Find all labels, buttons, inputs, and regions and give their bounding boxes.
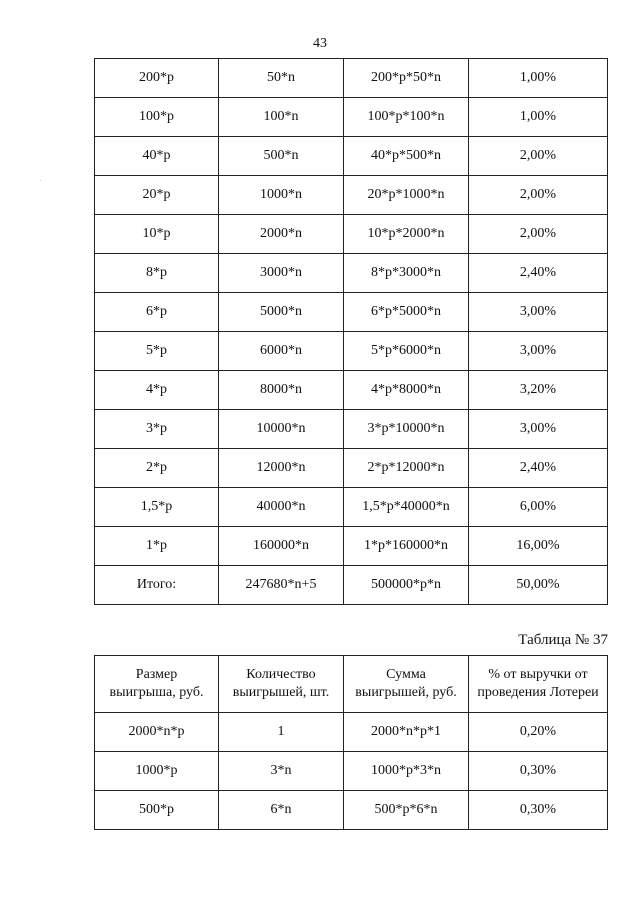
revenue-percent-cell: 3,00%	[469, 293, 608, 332]
header-line: Количество	[246, 667, 316, 682]
prize-sum-cell: 2*р*12000*n	[344, 449, 469, 488]
prize-size-cell: 200*р	[95, 59, 219, 98]
prize-sum-cell: 1,5*р*40000*n	[344, 488, 469, 527]
prize-sum-cell: 2000*n*р*1	[344, 713, 469, 752]
header-line: % от выручки от	[488, 667, 588, 682]
page-number: 43	[313, 36, 327, 51]
prize-sum-cell: 6*р*5000*n	[344, 293, 469, 332]
revenue-percent-cell: 2,00%	[469, 137, 608, 176]
revenue-percent-cell: 16,00%	[469, 527, 608, 566]
prize-size-cell: 3*р	[95, 410, 219, 449]
table-37	[94, 655, 608, 830]
revenue-percent-cell: 2,40%	[469, 254, 608, 293]
table-row	[95, 176, 608, 215]
prize-count-cell: 1	[219, 713, 344, 752]
header-prize-sum	[344, 656, 469, 713]
total-sum-cell: 500000*р*n	[344, 566, 469, 605]
header-line: Сумма	[386, 667, 426, 682]
revenue-percent-cell: 3,20%	[469, 371, 608, 410]
prize-count-cell: 12000*n	[219, 449, 344, 488]
prize-sum-cell: 3*р*10000*n	[344, 410, 469, 449]
prize-size-cell: 1*р	[95, 527, 219, 566]
prize-size-cell: 20*р	[95, 176, 219, 215]
revenue-percent-cell: 0,30%	[469, 791, 608, 830]
prize-count-cell: 160000*n	[219, 527, 344, 566]
table-row	[95, 59, 608, 98]
header-prize-size	[95, 656, 219, 713]
total-percent-cell: 50,00%	[469, 566, 608, 605]
prize-size-cell: 10*р	[95, 215, 219, 254]
prize-sum-cell: 40*р*500*n	[344, 137, 469, 176]
prize-count-cell: 1000*n	[219, 176, 344, 215]
total-row	[95, 566, 608, 605]
table-row	[95, 449, 608, 488]
revenue-percent-cell: 3,00%	[469, 410, 608, 449]
header-row	[95, 656, 608, 713]
table-row	[95, 713, 608, 752]
prize-count-cell: 5000*n	[219, 293, 344, 332]
prize-sum-cell: 5*р*6000*n	[344, 332, 469, 371]
prize-count-cell: 8000*n	[219, 371, 344, 410]
revenue-percent-cell: 1,00%	[469, 59, 608, 98]
table-row	[95, 332, 608, 371]
table-row	[95, 98, 608, 137]
revenue-percent-cell: 0,30%	[469, 752, 608, 791]
table-row	[95, 137, 608, 176]
header-revenue-percent	[469, 656, 608, 713]
revenue-percent-cell: 2,00%	[469, 215, 608, 254]
header-line: Размер	[135, 667, 178, 682]
prize-sum-cell: 200*р*50*n	[344, 59, 469, 98]
prize-sum-cell: 1000*р*3*n	[344, 752, 469, 791]
prize-count-cell: 3*n	[219, 752, 344, 791]
revenue-percent-cell: 1,00%	[469, 98, 608, 137]
prize-size-cell: 1000*р	[95, 752, 219, 791]
table-row	[95, 410, 608, 449]
table-row	[95, 488, 608, 527]
header-line: выигрыша, руб.	[109, 685, 204, 700]
prize-sum-cell: 1*р*160000*n	[344, 527, 469, 566]
prize-count-cell: 50*n	[219, 59, 344, 98]
prize-size-cell: 1,5*р	[95, 488, 219, 527]
prize-count-cell: 3000*n	[219, 254, 344, 293]
header-line: выигрышей, шт.	[232, 685, 330, 700]
prize-size-cell: 40*р	[95, 137, 219, 176]
table-row	[95, 791, 608, 830]
total-count-cell: 247680*n+5	[219, 566, 344, 605]
prize-size-cell: 500*р	[95, 791, 219, 830]
prize-count-cell: 2000*n	[219, 215, 344, 254]
table-row	[95, 254, 608, 293]
prize-size-cell: 2*р	[95, 449, 219, 488]
header-line: выигрышей, руб.	[355, 685, 457, 700]
prize-sum-cell: 100*р*100*n	[344, 98, 469, 137]
table-row	[95, 293, 608, 332]
header-line: проведения Лотереи	[477, 685, 599, 700]
prize-size-cell: 6*р	[95, 293, 219, 332]
table-row	[95, 371, 608, 410]
revenue-percent-cell: 2,40%	[469, 449, 608, 488]
revenue-percent-cell: 0,20%	[469, 713, 608, 752]
prize-count-cell: 10000*n	[219, 410, 344, 449]
revenue-percent-cell: 3,00%	[469, 332, 608, 371]
table-row	[95, 752, 608, 791]
table-row	[95, 527, 608, 566]
prize-size-cell: 4*р	[95, 371, 219, 410]
scan-speck	[40, 180, 41, 181]
prize-sum-cell: 500*р*6*n	[344, 791, 469, 830]
revenue-percent-cell: 2,00%	[469, 176, 608, 215]
table-row	[95, 215, 608, 254]
prize-count-cell: 500*n	[219, 137, 344, 176]
prize-size-cell: 100*р	[95, 98, 219, 137]
prize-count-cell: 40000*n	[219, 488, 344, 527]
header-prize-count	[219, 656, 344, 713]
prize-size-cell: 8*р	[95, 254, 219, 293]
prize-table-continued	[94, 58, 608, 605]
total-label-cell: Итого:	[95, 566, 219, 605]
prize-size-cell: 2000*n*р	[95, 713, 219, 752]
prize-count-cell: 6*n	[219, 791, 344, 830]
prize-count-cell: 100*n	[219, 98, 344, 137]
prize-sum-cell: 4*р*8000*n	[344, 371, 469, 410]
table-caption: Таблица № 37	[518, 632, 608, 648]
prize-sum-cell: 10*р*2000*n	[344, 215, 469, 254]
prize-count-cell: 6000*n	[219, 332, 344, 371]
prize-sum-cell: 8*р*3000*n	[344, 254, 469, 293]
prize-sum-cell: 20*р*1000*n	[344, 176, 469, 215]
revenue-percent-cell: 6,00%	[469, 488, 608, 527]
prize-size-cell: 5*р	[95, 332, 219, 371]
